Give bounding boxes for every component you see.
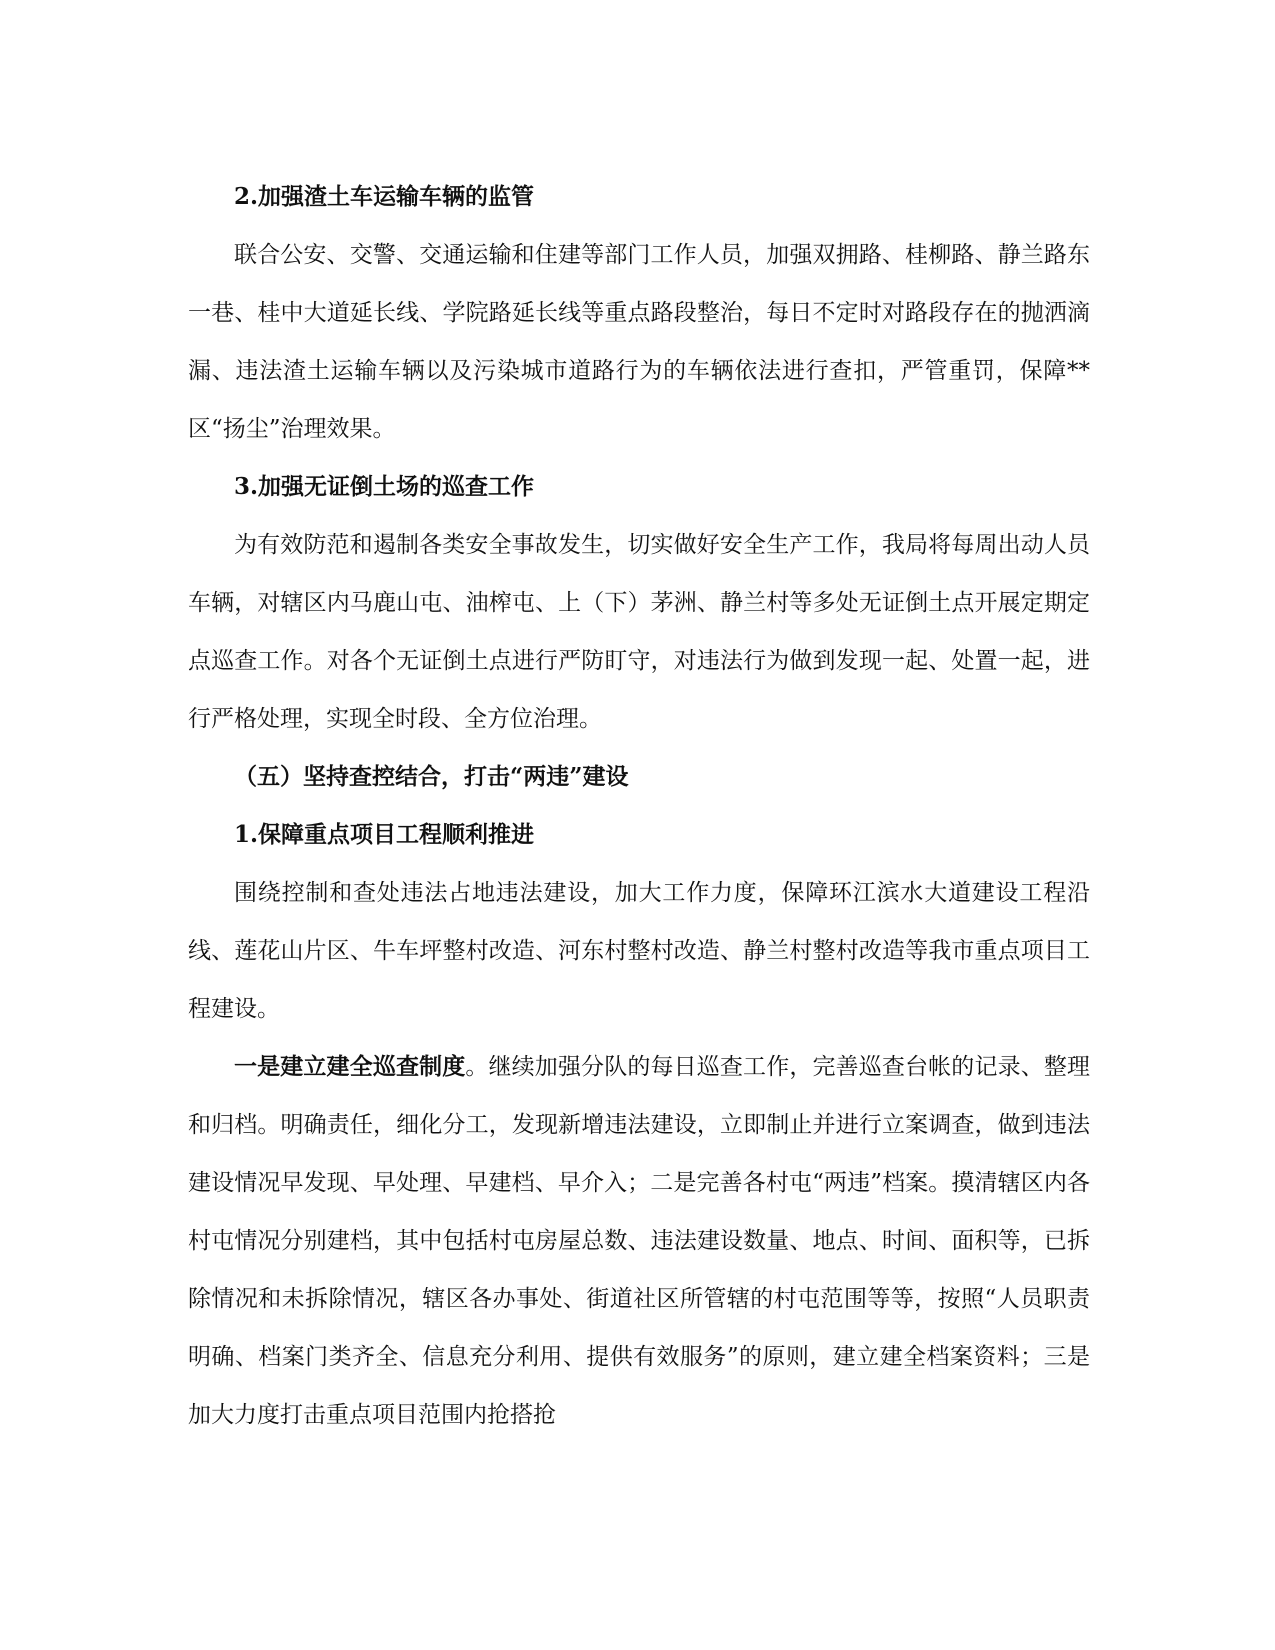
section-heading-dump-site: 3.加强无证倒土场的巡查工作 [234, 473, 535, 500]
paragraph-muck-truck: 联合公安、交警、交通运输和住建等部门工作人员，加强双拥路、桂柳路、静兰路东一巷、桂中大道延长线、学院路延长线等重点路段整治，每日不定时对路段存在的抛洒滴漏、违法渣土运输车辆以及污染城市道路行为的车辆依法进行查扣，严管重罚，保障**区“扬尘”治理效果。 [188, 242, 1090, 442]
section-heading-five: （五）坚持查控结合，打击“两违”建设 [234, 763, 629, 790]
paragraph-key-projects: 围绕控制和查处违法占地违法建设，加大工作力度，保障环江滨水大道建设工程沿线、莲花山片区、牛车坪整村改造、河东村整村改造、静兰村整村改造等我市重点项目工程建设。 [188, 880, 1090, 1022]
section-heading-key-projects: 1.保障重点项目工程顺利推进 [234, 821, 535, 848]
paragraph-lead-phrase: 一是建立建全巡查制度 [234, 1053, 466, 1080]
paragraph-dump-site: 为有效防范和遏制各类安全事故发生，切实做好安全生产工作，我局将每周出动人员车辆，对辖区内马鹿山屯、油榨屯、上（下）茅洲、静兰村等多处无证倒土点开展定期定点巡查工作。对各个无证倒土点进行严防盯守，对违法行为做到发现一起、处置一起，进行严格处理，实现全时段、全方位治理。 [188, 532, 1090, 732]
paragraph-patrol-text: 。继续加强分队的每日巡查工作，完善巡查台帐的记录、整理和归档。明确责任，细化分工，发现新增违法建设，立即制止并进行立案调查，做到违法建设情况早发现、早处理、早建档、早介入；二是完善各村屯“两违”档案。摸清辖区内各村屯情况分别建档，其中包括村屯房屋总数、违法建设数量、地点、时间、面积等，已拆除情况和未拆除情况，辖区各办事处、街道社区所管辖的村屯范围等等，按照“人员职责明确、档案门类齐全、信息充分利用、提供有效服务”的原则，建立建全档案资料；三是加大力度打击重点项目范围内抢搭抢 [188, 1054, 1091, 1428]
section-heading-muck-truck: 2.加强渣土车运输车辆的监管 [234, 183, 535, 210]
document-body [188, 168, 1090, 1444]
paragraph-patrol-system [188, 1038, 1090, 1444]
